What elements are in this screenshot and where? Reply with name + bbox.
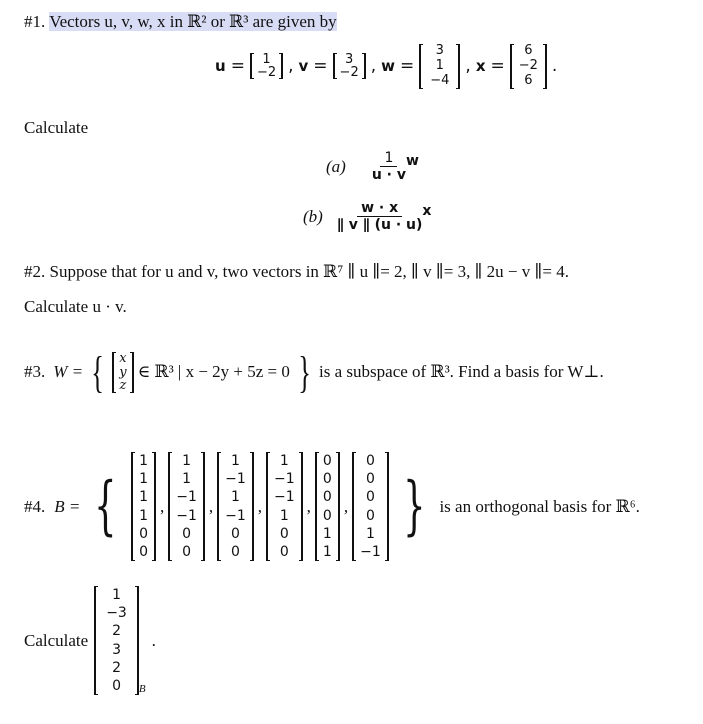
basis-entry: 0 [139,525,148,542]
part-a-label: (a) [326,156,346,176]
basis-entry: −1 [274,489,295,506]
basis-entry: −1 [225,507,246,524]
basis-entry: 1 [231,453,240,469]
basis-vector [217,452,254,561]
basis-entry: −1 [360,543,381,560]
part-a-factor: w [406,153,419,169]
basis-entry: −1 [176,507,197,524]
part-b [303,200,431,233]
basis-entry: 1 [322,543,332,560]
vector-u: 1 −2 [250,53,283,79]
part-b-factor: x [422,203,432,219]
problem-number: #1. [24,12,46,31]
basis-entry: 1 [322,525,332,542]
basis-entry: 1 [139,507,148,524]
basis-vector [352,452,389,561]
problem-2-calculate: Calculate u · v. [24,297,127,316]
vector-x-label: x [475,57,486,76]
basis-entry: 0 [139,543,148,560]
basis-entry: −1 [176,489,197,506]
basis-entry: 0 [279,525,289,542]
vector-definitions: u = 1 −2 , v = 3 −2 , w = 3 1 −4 , x = 6 −2 6 . [215,43,558,88]
basis-entry: 0 [322,489,332,506]
part-b-fraction: $\frac{w \cdot x}{\parallel v \parallel (u \cdot u)}$ [336,200,423,233]
basis-vectors: 1 1 1 1 0 0 , 1 1 −1 −1 0 0 , 1 −1 1 −1 0 0 , 1 −1 −1 1 0 0 , 0 0 0 0 1 1 , 0 0 0 0 1 −1 [131,452,389,561]
basis-entry: 0 [322,507,332,524]
vector-w: 3 1 −4 [419,44,460,89]
target-vector: 1 −3 2 3 2 0 [94,586,139,695]
problem-2-statement: #2. Suppose that for u and v, two vectors in ℝ⁷ ∥ u ∥= 2, ∥ v ∥= 3, ∥ 2u − v ∥= 4. [24,262,569,281]
basis-entry: −1 [225,471,246,488]
basis-entry: −1 [274,471,295,488]
vector-w-label: w [381,57,395,76]
problem-3-tail: is a subspace of ℝ³. Find a basis for W⊥. [319,362,604,382]
problem-1-heading [24,12,337,32]
basis-entry: 1 [182,453,192,469]
basis-entry: 1 [139,489,148,506]
basis-entry: 0 [365,489,375,506]
basis-entry: 0 [231,525,240,542]
basis-entry: 1 [182,471,192,488]
basis-entry: 1 [279,507,289,524]
basis-entry: 1 [279,453,289,469]
vector-x: 6 −2 6 [510,44,547,89]
problem-4-calculate: Calculate 1 −3 2 3 2 0 B . [24,587,156,696]
basis-entry: 0 [365,471,375,488]
calculate-label: Calculate [24,118,89,137]
basis-vector [315,452,340,561]
basis-entry: 0 [231,543,240,560]
problem-4: #4. B = { 1 1 1 1 0 0 , 1 1 −1 −1 0 0 , 1 −1 1 −1 0 0 , 1 −1 −1 1 0 0 , 0 0 0 0 1 1 , 0 0 0 0 1 −1 } is an orthogonal basis for ℝ⁶. [24,453,640,560]
basis-entry: 1 [365,525,375,542]
basis-vector [131,452,156,561]
basis-vector [266,452,303,561]
set-condition: ∈ ℝ³ | x − 2y + 5z = 0 [137,362,290,382]
basis-vector [168,452,205,561]
vector-v: 3 −2 [333,53,366,79]
basis-entry: 0 [182,525,192,542]
problem-1-statement: Vectors u, v, w, x in ℝ² or ℝ³ are given by [49,12,337,31]
basis-entry: 0 [322,471,332,488]
basis-entry: 0 [279,543,289,560]
set-vector: x y z [112,352,133,393]
basis-entry: 0 [322,453,332,469]
part-b-label: (b) [303,206,323,226]
basis-entry: 1 [139,471,148,488]
basis-entry: 0 [182,543,192,560]
part-a-fraction: $\frac{1}{u \cdot v}$ [371,150,406,183]
basis-entry: 1 [139,453,148,469]
problem-4-tail: is an orthogonal basis for ℝ⁶. [439,496,640,516]
part-a [326,150,419,183]
basis-entry: 0 [365,507,375,524]
basis-subscript: B [138,683,146,696]
vector-u-label: u [215,57,226,76]
basis-entry: 0 [365,453,375,469]
vector-v-label: v [298,57,309,76]
basis-entry: 1 [231,489,240,506]
problem-3: #3. W = { x y z ∈ ℝ³ | x − 2y + 5z = 0 } is a subspace of ℝ³. Find a basis for W⊥. [24,347,604,397]
